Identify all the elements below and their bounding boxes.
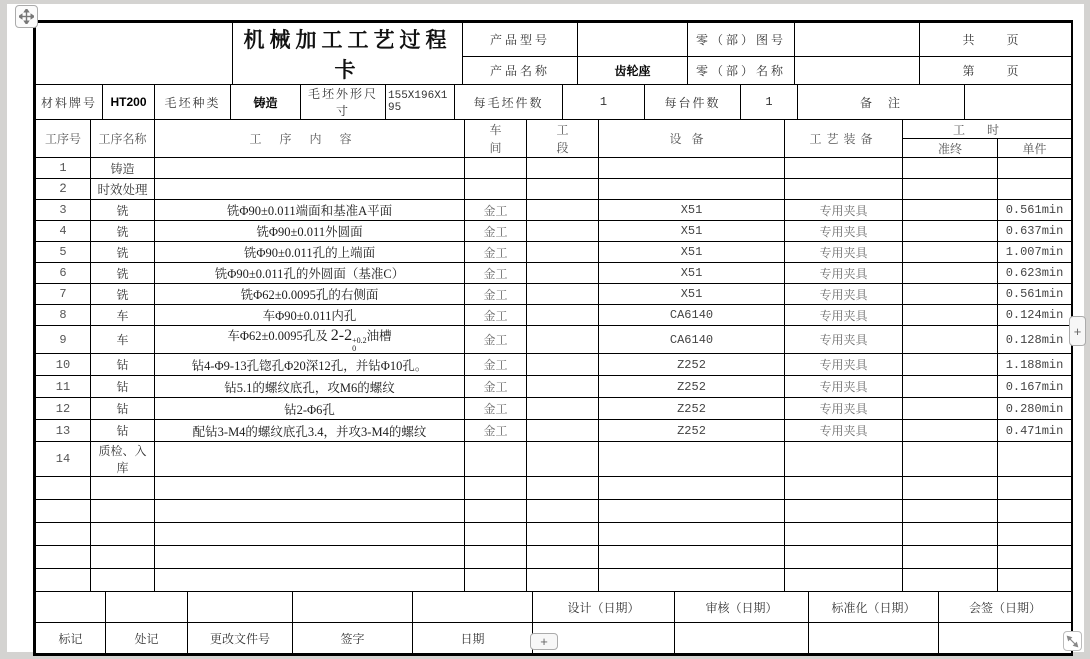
cell-no[interactable] xyxy=(36,523,91,546)
footer-empty-cell[interactable] xyxy=(106,592,188,623)
blank-type-value-cell[interactable]: 铸造 xyxy=(231,85,301,120)
table-row xyxy=(36,420,1072,442)
cell-unit[interactable] xyxy=(998,179,1072,200)
cell-prep[interactable] xyxy=(903,263,998,284)
cell-content[interactable]: 车Φ62±0.0095孔及 2-2 +0.2 0 油槽 xyxy=(155,326,465,354)
product-model-value-cell[interactable] xyxy=(578,23,688,57)
cell-no[interactable]: 5 xyxy=(36,242,91,263)
col-header-unit-time[interactable]: 单件 xyxy=(998,139,1072,158)
cell-content[interactable]: 铣Φ90±0.011孔的外圆面（基准C） xyxy=(155,263,465,284)
cell-content[interactable]: 铣Φ90±0.011外圆面 xyxy=(155,221,465,242)
add-column-button[interactable]: + xyxy=(1069,316,1086,346)
signature-label-cell[interactable]: 签字 xyxy=(293,623,413,654)
cell-name[interactable]: 铣 xyxy=(91,284,155,305)
cell-equipment[interactable] xyxy=(599,442,785,477)
pieces-per-blank-value-cell[interactable]: 1 xyxy=(563,85,645,120)
standardize-date-cell[interactable]: 标准化（日期） xyxy=(809,592,939,623)
table-row xyxy=(36,305,1072,326)
cell-content[interactable]: 铣Φ62±0.0095孔的右侧面 xyxy=(155,284,465,305)
cell-prep[interactable] xyxy=(903,200,998,221)
cell-tooling[interactable]: 专用夹具 xyxy=(785,305,903,326)
cell-unit[interactable] xyxy=(998,477,1072,500)
cell-prep[interactable] xyxy=(903,158,998,179)
part-name-label-cell[interactable]: 零（部）名称 xyxy=(688,57,795,85)
cell-unit[interactable]: 0.167min xyxy=(998,376,1072,398)
cell-section[interactable] xyxy=(527,398,599,420)
cell-name[interactable]: 钻 xyxy=(91,376,155,398)
cell-equipment[interactable]: X51 xyxy=(599,284,785,305)
cell-content[interactable]: 车Φ90±0.011内孔 xyxy=(155,305,465,326)
material-info-row xyxy=(35,84,1072,120)
table-row xyxy=(36,221,1072,242)
footer-empty-cell[interactable] xyxy=(675,623,809,654)
footer-empty-cell[interactable] xyxy=(939,623,1072,654)
pieces-per-unit-label-cell[interactable]: 每台件数 xyxy=(645,85,741,120)
product-name-value-cell[interactable]: 齿轮座 xyxy=(578,57,688,85)
cell-prep[interactable] xyxy=(903,569,998,592)
cell-workshop[interactable]: 金工 xyxy=(465,305,527,326)
cell-section[interactable] xyxy=(527,500,599,523)
cell-unit[interactable] xyxy=(998,569,1072,592)
mark-label-cell[interactable]: 标记 xyxy=(36,623,106,654)
cell-unit[interactable] xyxy=(998,500,1072,523)
process-table xyxy=(35,119,1072,592)
doc-title[interactable]: 机械加工工艺过程卡 xyxy=(233,23,463,85)
cell-name[interactable]: 铣 xyxy=(91,200,155,221)
cell-tooling[interactable]: 专用夹具 xyxy=(785,354,903,376)
cell-tooling[interactable]: 专用夹具 xyxy=(785,326,903,354)
cell-section[interactable] xyxy=(527,284,599,305)
cell-name[interactable]: 时效处理 xyxy=(91,179,155,200)
blank-size-value-cell[interactable]: 155X196X195 xyxy=(386,85,455,120)
cell-content[interactable] xyxy=(155,546,465,569)
cell-name[interactable]: 铣 xyxy=(91,221,155,242)
cell-content[interactable] xyxy=(155,523,465,546)
cell-name[interactable]: 车 xyxy=(91,326,155,354)
cell-tooling[interactable]: 专用夹具 xyxy=(785,398,903,420)
cell-name[interactable]: 铸造 xyxy=(91,158,155,179)
table-row xyxy=(36,569,1072,592)
table-row xyxy=(36,263,1072,284)
cell-equipment[interactable]: CA6140 xyxy=(599,326,785,354)
cell-content[interactable] xyxy=(155,179,465,200)
cell-name[interactable]: 质检、入库 xyxy=(91,442,155,477)
cell-unit[interactable]: 0.280min xyxy=(998,398,1072,420)
table-row xyxy=(36,398,1072,420)
cell-unit[interactable]: 0.561min xyxy=(998,284,1072,305)
cell-workshop[interactable] xyxy=(465,500,527,523)
cell-prep[interactable] xyxy=(903,398,998,420)
cell-unit[interactable] xyxy=(998,546,1072,569)
cell-no[interactable]: 3 xyxy=(36,200,91,221)
cell-unit[interactable]: 0.471min xyxy=(998,420,1072,442)
date-label-cell[interactable]: 日期 xyxy=(413,623,533,654)
cell-unit[interactable]: 0.623min xyxy=(998,263,1072,284)
footer-empty-cell[interactable] xyxy=(293,592,413,623)
cell-prep[interactable] xyxy=(903,221,998,242)
cell-prep[interactable] xyxy=(903,284,998,305)
cell-name[interactable]: 钻 xyxy=(91,420,155,442)
cell-prep[interactable] xyxy=(903,242,998,263)
part-drawing-no-value-cell[interactable] xyxy=(795,23,920,57)
cell-prep[interactable] xyxy=(903,546,998,569)
footer-empty-cell[interactable] xyxy=(413,592,533,623)
cell-content[interactable]: 配钻3-M4的螺纹底孔3.4，并攻3-M4的螺纹 xyxy=(155,420,465,442)
cell-workshop[interactable]: 金工 xyxy=(465,326,527,354)
cell-name[interactable]: 钻 xyxy=(91,354,155,376)
blank-size-label-cell[interactable]: 毛坯外形尺寸 xyxy=(301,85,386,120)
cell-tooling[interactable] xyxy=(785,569,903,592)
cell-name[interactable]: 钻 xyxy=(91,398,155,420)
cell-name[interactable] xyxy=(91,569,155,592)
cell-equipment[interactable] xyxy=(599,158,785,179)
cell-workshop[interactable]: 金工 xyxy=(465,284,527,305)
cell-equipment[interactable]: X51 xyxy=(599,221,785,242)
cell-section[interactable] xyxy=(527,179,599,200)
remarks-label-cell[interactable]: 备 注 xyxy=(798,85,965,120)
design-date-cell[interactable]: 设计（日期） xyxy=(533,592,675,623)
cell-section[interactable] xyxy=(527,546,599,569)
cell-equipment[interactable] xyxy=(599,500,785,523)
cell-section[interactable] xyxy=(527,354,599,376)
cell-section[interactable] xyxy=(527,477,599,500)
cell-unit[interactable] xyxy=(998,158,1072,179)
cell-content[interactable]: 铣Φ90±0.011孔的上端面 xyxy=(155,242,465,263)
cell-no[interactable]: 13 xyxy=(36,420,91,442)
pieces-per-blank-label-cell[interactable]: 每毛坯件数 xyxy=(455,85,563,120)
cell-tooling[interactable] xyxy=(785,179,903,200)
cell-no[interactable]: 12 xyxy=(36,398,91,420)
title-header-block xyxy=(35,22,1072,85)
total-pages-cell[interactable]: 共 页 xyxy=(920,23,1072,57)
countersign-date-cell[interactable]: 会签（日期） xyxy=(939,592,1072,623)
cell-workshop[interactable]: 金工 xyxy=(465,200,527,221)
cell-content[interactable] xyxy=(155,442,465,477)
cell-tooling[interactable]: 专用夹具 xyxy=(785,200,903,221)
cell-prep[interactable] xyxy=(903,376,998,398)
table-row xyxy=(36,242,1072,263)
cell-tooling[interactable]: 专用夹具 xyxy=(785,263,903,284)
cell-workshop[interactable] xyxy=(465,158,527,179)
page-no-cell[interactable]: 第 页 xyxy=(920,57,1072,85)
table-row xyxy=(36,523,1072,546)
cell-prep[interactable] xyxy=(903,500,998,523)
table-row xyxy=(36,354,1072,376)
cell-workshop[interactable]: 金工 xyxy=(465,242,527,263)
cell-workshop[interactable]: 金工 xyxy=(465,354,527,376)
process-card-table xyxy=(33,20,1073,656)
col-header-section[interactable] xyxy=(527,120,599,158)
cell-name[interactable]: 车 xyxy=(91,305,155,326)
cell-equipment[interactable]: X51 xyxy=(599,263,785,284)
cell-prep[interactable] xyxy=(903,326,998,354)
cell-content[interactable]: 钻4-Φ9-13孔锪孔Φ20深12孔，并钻Φ10孔。 xyxy=(155,354,465,376)
cell-no[interactable]: 1 xyxy=(36,158,91,179)
material-grade-value-cell[interactable]: HT200 xyxy=(103,85,155,120)
cell-workshop[interactable] xyxy=(465,546,527,569)
cell-unit[interactable] xyxy=(998,523,1072,546)
table-row xyxy=(36,200,1072,221)
col-header-prep-time[interactable]: 准终 xyxy=(903,139,998,158)
cell-workshop[interactable] xyxy=(465,477,527,500)
col-header-op-no[interactable]: 工序号 xyxy=(36,120,91,158)
cell-section[interactable] xyxy=(527,376,599,398)
part-name-value-cell[interactable] xyxy=(795,57,920,85)
cell-section[interactable] xyxy=(527,158,599,179)
cell-tooling[interactable] xyxy=(785,158,903,179)
blank-type-label-cell[interactable]: 毛坯种类 xyxy=(155,85,231,120)
cell-no[interactable]: 7 xyxy=(36,284,91,305)
col-header-tooling[interactable]: 工艺装备 xyxy=(785,120,903,158)
cell-tooling[interactable]: 专用夹具 xyxy=(785,284,903,305)
cell-no[interactable]: 2 xyxy=(36,179,91,200)
cell-equipment[interactable]: X51 xyxy=(599,242,785,263)
cell-prep[interactable] xyxy=(903,354,998,376)
cell-content[interactable] xyxy=(155,500,465,523)
cell-name[interactable] xyxy=(91,546,155,569)
cell-workshop[interactable]: 金工 xyxy=(465,398,527,420)
cell-unit[interactable] xyxy=(998,442,1072,477)
cell-no[interactable]: 6 xyxy=(36,263,91,284)
cell-unit[interactable]: 0.637min xyxy=(998,221,1072,242)
cell-content[interactable]: 钻2-Φ6孔 xyxy=(155,398,465,420)
workshop-header-text: 车间 xyxy=(489,122,502,155)
cell-equipment[interactable] xyxy=(599,523,785,546)
table-row xyxy=(36,376,1072,398)
cell-workshop[interactable] xyxy=(465,523,527,546)
cell-equipment[interactable]: Z252 xyxy=(599,398,785,420)
cell-prep[interactable] xyxy=(903,523,998,546)
cell-no[interactable] xyxy=(36,500,91,523)
cell-no[interactable] xyxy=(36,477,91,500)
pieces-per-unit-value-cell[interactable]: 1 xyxy=(741,85,798,120)
cell-no[interactable] xyxy=(36,569,91,592)
cell-prep[interactable] xyxy=(903,442,998,477)
cell-tooling[interactable] xyxy=(785,500,903,523)
cell-no[interactable]: 11 xyxy=(36,376,91,398)
cell-content[interactable]: 钻5.1的螺纹底孔，攻M6的螺纹 xyxy=(155,376,465,398)
cell-equipment[interactable]: X51 xyxy=(599,200,785,221)
table-row xyxy=(36,158,1072,179)
cell-section[interactable] xyxy=(527,569,599,592)
table-move-handle-icon[interactable] xyxy=(15,5,38,28)
cell-tooling[interactable]: 专用夹具 xyxy=(785,420,903,442)
cell-equipment[interactable]: Z252 xyxy=(599,354,785,376)
cell-workshop[interactable]: 金工 xyxy=(465,221,527,242)
cell-section[interactable] xyxy=(527,221,599,242)
cell-name[interactable]: 铣 xyxy=(91,242,155,263)
cell-content[interactable] xyxy=(155,477,465,500)
cell-prep[interactable] xyxy=(903,420,998,442)
cell-workshop[interactable]: 金工 xyxy=(465,263,527,284)
audit-date-cell[interactable]: 审核（日期） xyxy=(675,592,809,623)
col-header-op-name[interactable]: 工序名称 xyxy=(91,120,155,158)
cell-unit[interactable]: 0.561min xyxy=(998,200,1072,221)
cell-section[interactable] xyxy=(527,442,599,477)
cell-section[interactable] xyxy=(527,200,599,221)
cell-section[interactable] xyxy=(527,263,599,284)
cell-no[interactable] xyxy=(36,546,91,569)
material-grade-label-cell[interactable]: 材料牌号 xyxy=(36,85,103,120)
add-row-button[interactable]: + xyxy=(530,633,558,650)
cell-section[interactable] xyxy=(527,305,599,326)
cell-workshop[interactable]: 金工 xyxy=(465,376,527,398)
cell-content[interactable] xyxy=(155,569,465,592)
cell-workshop[interactable]: 金工 xyxy=(465,420,527,442)
cell-tooling[interactable]: 专用夹具 xyxy=(785,376,903,398)
cell-equipment[interactable]: Z252 xyxy=(599,376,785,398)
col-header-workshop[interactable] xyxy=(465,120,527,158)
cell-no[interactable]: 4 xyxy=(36,221,91,242)
cell-workshop[interactable] xyxy=(465,569,527,592)
cell-content[interactable] xyxy=(155,158,465,179)
cell-unit[interactable]: 1.188min xyxy=(998,354,1072,376)
cell-prep[interactable] xyxy=(903,477,998,500)
cell-equipment[interactable] xyxy=(599,569,785,592)
table-row xyxy=(36,477,1072,500)
part-drawing-no-label-cell[interactable]: 零（部）图号 xyxy=(688,23,795,57)
cell-content[interactable]: 铣Φ90±0.011端面和基准A平面 xyxy=(155,200,465,221)
cell-equipment[interactable] xyxy=(599,179,785,200)
cell-name[interactable]: 铣 xyxy=(91,263,155,284)
cell-no[interactable]: 10 xyxy=(36,354,91,376)
cell-tooling[interactable] xyxy=(785,546,903,569)
col-header-equipment[interactable]: 设备 xyxy=(599,120,785,158)
remarks-value-cell[interactable] xyxy=(965,85,1072,120)
table-row xyxy=(36,326,1072,354)
table-row xyxy=(36,442,1072,477)
product-name-label-cell[interactable]: 产品名称 xyxy=(463,57,578,85)
footer-empty-cell[interactable] xyxy=(809,623,939,654)
product-model-label-cell[interactable]: 产品型号 xyxy=(463,23,578,57)
cell-tooling[interactable] xyxy=(785,442,903,477)
col-header-content[interactable]: 工序内容 xyxy=(155,120,465,158)
cell-tooling[interactable] xyxy=(785,477,903,500)
cell-unit[interactable]: 0.124min xyxy=(998,305,1072,326)
cell-section[interactable] xyxy=(527,242,599,263)
cell-unit[interactable]: 0.128min xyxy=(998,326,1072,354)
cell-section[interactable] xyxy=(527,523,599,546)
section-header-text: 工段 xyxy=(556,122,569,155)
footer-empty-cell[interactable] xyxy=(36,592,106,623)
footer-empty-cell[interactable] xyxy=(188,592,293,623)
cell-equipment[interactable]: Z252 xyxy=(599,420,785,442)
cell-no[interactable]: 9 xyxy=(36,326,91,354)
cell-no[interactable]: 8 xyxy=(36,305,91,326)
cell-prep[interactable] xyxy=(903,179,998,200)
cell-name[interactable] xyxy=(91,523,155,546)
cell-workshop[interactable] xyxy=(465,179,527,200)
cell-unit[interactable]: 1.007min xyxy=(998,242,1072,263)
cell-section[interactable] xyxy=(527,420,599,442)
cell-tooling[interactable]: 专用夹具 xyxy=(785,242,903,263)
record-label-cell[interactable]: 处记 xyxy=(106,623,188,654)
table-row xyxy=(36,546,1072,569)
cell-workshop[interactable] xyxy=(465,442,527,477)
process-body xyxy=(36,158,1072,592)
cell-equipment[interactable] xyxy=(599,477,785,500)
change-doc-no-label-cell[interactable]: 更改文件号 xyxy=(188,623,293,654)
cell-tooling[interactable]: 专用夹具 xyxy=(785,221,903,242)
cell-name[interactable] xyxy=(91,477,155,500)
table-row xyxy=(36,500,1072,523)
col-header-time[interactable]: 工时 xyxy=(903,120,1072,139)
cell-equipment[interactable] xyxy=(599,546,785,569)
cell-name[interactable] xyxy=(91,500,155,523)
table-row xyxy=(36,179,1072,200)
cell-tooling[interactable] xyxy=(785,523,903,546)
cell-equipment[interactable]: CA6140 xyxy=(599,305,785,326)
table-row xyxy=(36,284,1072,305)
cell-section[interactable] xyxy=(527,326,599,354)
header-blank-cell[interactable] xyxy=(36,23,233,85)
cell-prep[interactable] xyxy=(903,305,998,326)
cell-no[interactable]: 14 xyxy=(36,442,91,477)
table-resize-handle-icon[interactable] xyxy=(1063,631,1082,651)
